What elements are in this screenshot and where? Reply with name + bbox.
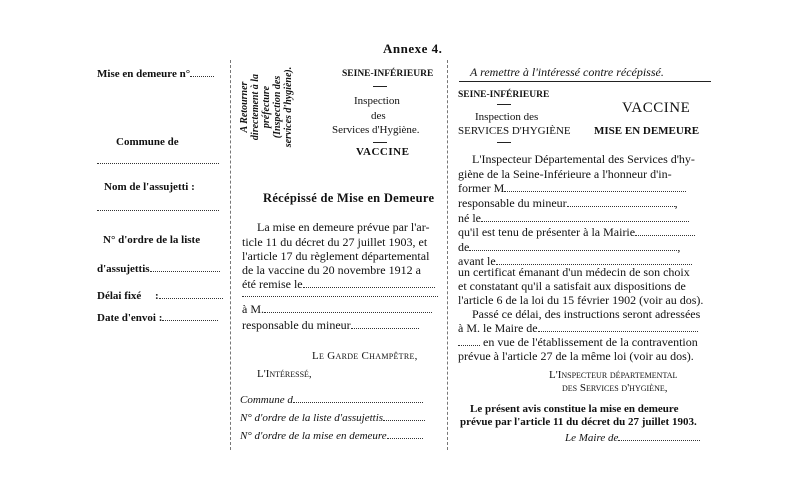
right-line-13-text: à M. le Maire de bbox=[458, 321, 538, 335]
mid-commune bbox=[240, 392, 423, 406]
vertical-return-note: A Retourner directement à la préfecture (Inspection des services d'hygiène). bbox=[239, 66, 294, 148]
commune-label: Commune de bbox=[116, 136, 179, 148]
ordre-text-2: d'assujettis bbox=[97, 263, 150, 275]
date-envoi-label: Date d'envoi : bbox=[97, 310, 218, 324]
right-dash-2 bbox=[497, 142, 511, 143]
mid-dept: SEINE-INFÉRIEURE bbox=[342, 69, 434, 79]
mise-en-demeure-label bbox=[97, 66, 214, 80]
right-line-5 bbox=[458, 211, 689, 226]
right-line-6-text: qu'il est tenu de présenter à la Mairie bbox=[458, 225, 636, 239]
mid-para-2: ticle 11 du décret du 27 juillet 1903, et bbox=[242, 235, 428, 249]
right-maire-text: Le Maire de bbox=[565, 432, 619, 444]
mid-para-1: La mise en demeure prévue par l'ar- bbox=[257, 220, 430, 234]
interesse: L'Intéressé, bbox=[257, 368, 312, 380]
right-line-12: Passé ce délai, des instructions seront adressées bbox=[472, 307, 701, 321]
mise-en-demeure-text: Mise en demeure n° bbox=[97, 68, 191, 80]
ordre-label-1: N° d'ordre de la liste bbox=[103, 234, 201, 246]
mid-ordre-mise-text: N° d'ordre de la mise en demeure bbox=[240, 430, 387, 442]
right-vaccine: VACCINE bbox=[622, 100, 691, 116]
mid-para-5-text: été remise le bbox=[242, 277, 303, 291]
right-dash-1 bbox=[497, 104, 511, 105]
right-line-7-text: de bbox=[458, 240, 470, 254]
mid-responsable bbox=[242, 318, 419, 333]
right-line-8-text: avant le bbox=[458, 254, 496, 268]
right-line-4-text: responsable du mineur bbox=[458, 196, 567, 210]
mid-dash-2 bbox=[373, 142, 387, 143]
right-line-4-end: , bbox=[674, 196, 678, 210]
mid-ordre-liste bbox=[240, 410, 425, 424]
mid-inspection-1: Inspection bbox=[354, 95, 400, 107]
mid-para-3: l'article 17 du règlement départemental bbox=[242, 249, 430, 263]
mid-blank-line-1 bbox=[242, 296, 438, 297]
mid-a-m-text: à M. bbox=[242, 302, 264, 316]
annex-title: Annexe 4. bbox=[383, 41, 443, 56]
right-line-7-end: , bbox=[677, 240, 681, 254]
right-line-10: et constatant qu'il a satisfait aux dispositions de bbox=[458, 279, 686, 293]
right-dept: SEINE-INFÉRIEURE bbox=[458, 90, 550, 100]
delai-text: Délai fixé bbox=[97, 290, 142, 302]
mid-inspection-2: des bbox=[371, 110, 386, 122]
right-sig-2: des Services d'hygiène, bbox=[562, 382, 668, 394]
right-line-9: un certificat émanant d'un médecin de son choix bbox=[458, 265, 690, 279]
right-inspection-2: SERVICES D'HYGIÈNE bbox=[458, 125, 571, 137]
garde-champetre: Le Garde Champêtre, bbox=[312, 350, 418, 362]
right-line-15: prévue à l'article 27 de la même loi (voir au dos). bbox=[458, 349, 694, 363]
right-line-4 bbox=[458, 196, 678, 211]
right-line-1: L'Inspecteur Départemental des Services d'hy- bbox=[472, 152, 695, 166]
right-line-14 bbox=[458, 335, 698, 350]
nom-label: Nom de l'assujetti : bbox=[104, 181, 195, 193]
right-line-3-text: former M bbox=[458, 181, 505, 195]
right-maire bbox=[565, 430, 700, 444]
right-line-7 bbox=[458, 240, 680, 255]
mid-dash-1 bbox=[373, 86, 387, 87]
delai-label: Délai fixé : bbox=[97, 288, 223, 302]
right-header-rule bbox=[459, 81, 711, 82]
mid-vaccine: VACCINE bbox=[356, 146, 410, 158]
right-sig-1: L'Inspecteur départemental bbox=[549, 369, 678, 381]
right-header: A remettre à l'intéressé contre récépissé. bbox=[470, 65, 664, 79]
right-mise: MISE EN DEMEURE bbox=[594, 125, 700, 137]
right-separator bbox=[447, 60, 448, 450]
left-separator bbox=[230, 60, 231, 450]
date-envoi-text: Date d'envoi bbox=[97, 312, 156, 324]
right-line-13 bbox=[458, 321, 698, 336]
right-line-5-text: né le bbox=[458, 211, 481, 225]
right-line-3 bbox=[458, 181, 686, 196]
mid-para-4: de la vaccine du 20 novembre 1912 a bbox=[242, 263, 421, 277]
right-inspection-1: Inspection des bbox=[475, 111, 539, 123]
right-avis-2: prévue par l'article 11 du décret du 27 juillet 1903. bbox=[460, 416, 697, 428]
right-line-14-text: en vue de l'établissement de la contravention bbox=[483, 335, 698, 349]
mid-ordre-mise bbox=[240, 428, 423, 442]
right-line-11: l'article 6 de la loi du 15 février 1902 (voir au dos). bbox=[458, 293, 704, 307]
commune-line bbox=[97, 163, 219, 164]
mid-commune-text: Commune d bbox=[240, 394, 293, 406]
recepisse-title: Récépissé de Mise en Demeure bbox=[263, 191, 435, 205]
mid-inspection-3: Services d'Hygiène. bbox=[332, 124, 420, 136]
ordre-label-2 bbox=[97, 261, 220, 275]
mid-para-5 bbox=[242, 277, 435, 292]
right-line-2: giène de la Seine-Inférieure a l'honneur d'in- bbox=[458, 167, 672, 181]
mid-ordre-liste-text: N° d'ordre de la liste d'assujettis bbox=[240, 412, 384, 424]
mid-a-m bbox=[242, 302, 432, 317]
right-line-6 bbox=[458, 225, 695, 240]
nom-line bbox=[97, 210, 219, 211]
mid-responsable-text: responsable du mineur bbox=[242, 318, 351, 332]
right-avis-1: Le présent avis constitue la mise en demeure bbox=[470, 403, 679, 415]
